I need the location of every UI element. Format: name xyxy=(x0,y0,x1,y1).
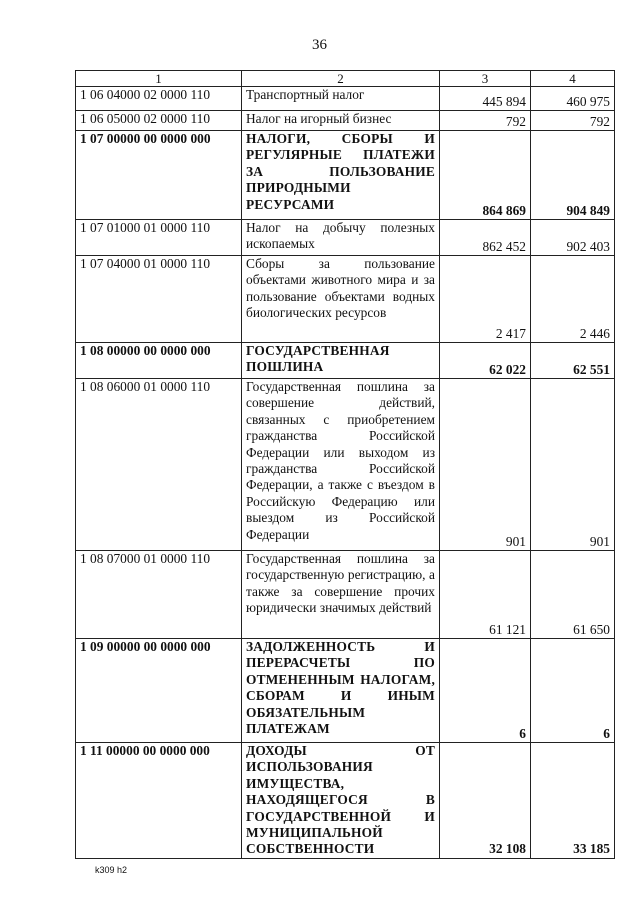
row-value-col3: 862 452 xyxy=(440,220,531,256)
row-value-col4: 61 650 xyxy=(531,551,615,639)
row-value-col4: 33 185 xyxy=(531,743,615,859)
page-number: 36 xyxy=(312,37,327,53)
row-name: Налог на игорный бизнес xyxy=(242,111,440,131)
row-value-col3: 901 xyxy=(440,379,531,551)
row-value-col3: 6 xyxy=(440,639,531,743)
row-code: 1 07 04000 01 0000 110 xyxy=(76,256,242,343)
row-code: 1 08 06000 01 0000 110 xyxy=(76,379,242,551)
table-row xyxy=(76,639,615,743)
footer-doc-code: k309 h2 xyxy=(95,865,128,875)
row-code: 1 08 07000 01 0000 110 xyxy=(76,551,242,639)
row-value-col4: 792 xyxy=(531,111,615,131)
row-name: Сборы за пользование объектами животного мира и за пользование объектами водных биологических ресурсов xyxy=(242,256,440,343)
row-name: ЗАДОЛЖЕННОСТЬ И ПЕРЕРАСЧЕТЫ ПО ОТМЕНЕННЫМ НАЛОГАМ, СБОРАМ И ИНЫМ ОБЯЗАТЕЛЬНЫМ ПЛАТЕЖАМ xyxy=(242,639,440,743)
row-code: 1 06 05000 02 0000 110 xyxy=(76,111,242,131)
table-row xyxy=(76,379,615,551)
row-code: 1 08 00000 00 0000 000 xyxy=(76,343,242,379)
row-value-col3: 32 108 xyxy=(440,743,531,859)
row-value-col3: 61 121 xyxy=(440,551,531,639)
header-col-1: 1 xyxy=(76,71,242,87)
table-header-row xyxy=(76,71,615,87)
header-col-4: 4 xyxy=(531,71,615,87)
row-name: Транспортный налог xyxy=(242,87,440,111)
table-row xyxy=(76,220,615,256)
row-name: Государственная пошлина за совершение действий, связанных с приобретением гражданства Российской Федерации или выходом из гражданства Российской Федерации, а также с въездом в Российскую Федерацию или выездом из Российской Федерации xyxy=(242,379,440,551)
table-row xyxy=(76,111,615,131)
row-code: 1 11 00000 00 0000 000 xyxy=(76,743,242,859)
row-value-col3: 792 xyxy=(440,111,531,131)
table-row xyxy=(76,551,615,639)
row-code: 1 06 04000 02 0000 110 xyxy=(76,87,242,111)
table-row xyxy=(76,87,615,111)
table-row xyxy=(76,256,615,343)
row-code: 1 09 00000 00 0000 000 xyxy=(76,639,242,743)
row-value-col4: 902 403 xyxy=(531,220,615,256)
row-value-col3: 864 869 xyxy=(440,131,531,220)
table-row xyxy=(76,131,615,220)
row-code: 1 07 00000 00 0000 000 xyxy=(76,131,242,220)
row-value-col4: 901 xyxy=(531,379,615,551)
row-name: ДОХОДЫ ОТ ИСПОЛЬЗОВАНИЯ ИМУЩЕСТВА, НАХОДЯЩЕГОСЯ В ГОСУДАРСТВЕННОЙ И МУНИЦИПАЛЬНОЙ СОБСТВЕННОСТИ xyxy=(242,743,440,859)
header-col-2: 2 xyxy=(242,71,440,87)
row-value-col3: 445 894 xyxy=(440,87,531,111)
header-col-3: 3 xyxy=(440,71,531,87)
table-row xyxy=(76,743,615,859)
row-name: Налог на добычу полезных ископаемых xyxy=(242,220,440,256)
row-value-col3: 62 022 xyxy=(440,343,531,379)
row-value-col4: 2 446 xyxy=(531,256,615,343)
row-value-col4: 62 551 xyxy=(531,343,615,379)
row-name: ГОСУДАРСТВЕННАЯ ПОШЛИНА xyxy=(242,343,440,379)
row-value-col4: 6 xyxy=(531,639,615,743)
budget-table xyxy=(75,70,615,859)
row-name: НАЛОГИ, СБОРЫ И РЕГУЛЯРНЫЕ ПЛАТЕЖИ ЗА ПОЛЬЗОВАНИЕ ПРИРОДНЫМИ РЕСУРСАМИ xyxy=(242,131,440,220)
row-name: Государственная пошлина за государственную регистрацию, а также за совершение прочих юридически значимых действий xyxy=(242,551,440,639)
row-value-col4: 904 849 xyxy=(531,131,615,220)
row-code: 1 07 01000 01 0000 110 xyxy=(76,220,242,256)
row-value-col4: 460 975 xyxy=(531,87,615,111)
row-value-col3: 2 417 xyxy=(440,256,531,343)
table-row xyxy=(76,343,615,379)
